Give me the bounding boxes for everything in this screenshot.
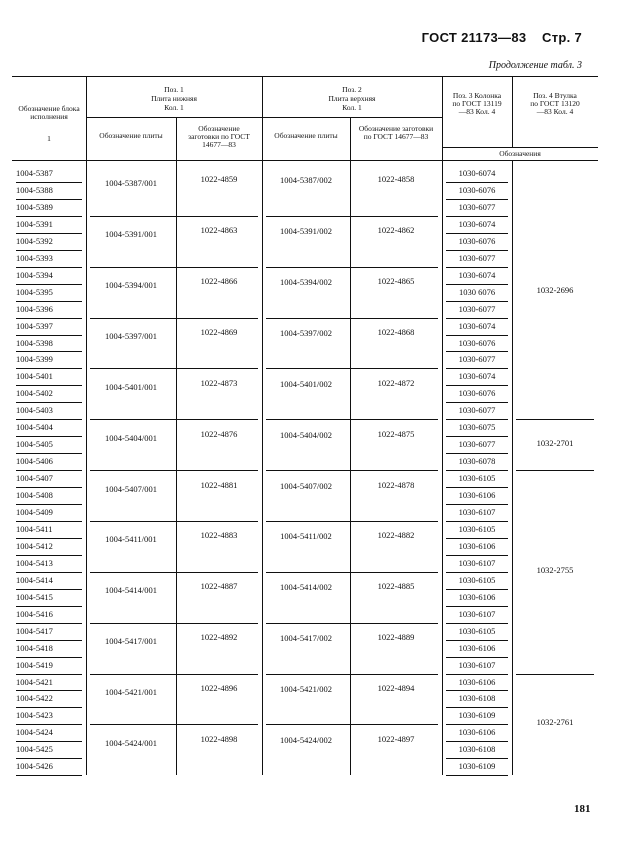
page-label: Стр. 7	[542, 30, 582, 45]
pos1-plate-value: 1004-5391/001	[105, 229, 157, 240]
pos2-group-rule	[266, 318, 438, 319]
block-designation: 1004-5405	[16, 439, 53, 450]
block-designation: 1004-5389	[16, 201, 53, 212]
pos2-blank-value: 1022-4865	[377, 276, 415, 287]
pos2-blank-value: 1022-4882	[377, 530, 415, 541]
row-underline	[16, 335, 82, 336]
row-underline	[16, 487, 82, 488]
pos3-value: 1030-6106	[458, 642, 496, 653]
block-designation: 1004-5418	[16, 642, 53, 653]
table-top-rule	[12, 76, 598, 77]
block-designation: 1004-5422	[16, 693, 53, 704]
block-designation: 1004-5397	[16, 320, 53, 331]
table-continuation: Продолжение табл. 3	[488, 60, 582, 71]
pos3-underline	[446, 741, 508, 742]
pos3-header: Поз. 3 Колонка по ГОСТ 13119—83 Кол. 4	[452, 91, 502, 116]
pos3-underline	[446, 267, 508, 268]
pos2-blank-value: 1022-4875	[377, 428, 415, 439]
block-designation: 1004-5406	[16, 456, 53, 467]
pos2-group-rule	[266, 267, 438, 268]
pos3-value: 1030-6106	[458, 676, 496, 687]
pos3-value: 1030-6076	[458, 184, 496, 195]
row-underline	[16, 572, 82, 573]
row-underline	[16, 758, 82, 759]
pos3-underline	[446, 335, 508, 336]
pos3-underline	[446, 301, 508, 302]
pos2-blank-value: 1022-4858	[377, 174, 415, 185]
row-underline	[16, 674, 82, 675]
pos3-underline	[446, 351, 508, 352]
pos2-blank-value: 1022-4894	[377, 682, 415, 693]
pos4-group-rule	[516, 674, 594, 675]
col-divider-5	[442, 76, 443, 775]
pos3-value: 1030-6107	[458, 507, 496, 517]
pos2-plate-value: 1004-5414/002	[280, 582, 332, 593]
pos2-group-rule	[266, 623, 438, 624]
pos1-group-rule	[90, 419, 258, 420]
pos2-blank-value: 1022-4872	[377, 377, 415, 388]
pos3-underline	[446, 368, 508, 369]
pos1-blank-value: 1022-4869	[200, 326, 238, 337]
row-underline	[16, 623, 82, 624]
pos4-group-rule	[516, 419, 594, 420]
pos3-value: 1030-6077	[458, 405, 496, 416]
block-designation: 1004-5408	[16, 490, 53, 501]
pos1-blank-value: 1022-4863	[200, 225, 238, 236]
pos1-blank-value: 1022-4887	[200, 581, 238, 592]
block-designation: 1004-5421	[16, 676, 53, 687]
standard-code: ГОСТ 21173—83	[421, 30, 527, 45]
pos1-plate-value: 1004-5387/001	[105, 178, 157, 189]
pos3-underline	[446, 182, 508, 183]
row-underline	[16, 351, 82, 352]
pos3-value: 1030-6107	[458, 659, 496, 670]
pos3-underline	[446, 724, 508, 725]
pos2-group-rule	[266, 368, 438, 369]
pos1-plate-value: 1004-5421/001	[105, 686, 157, 697]
pos3-value: 1030-6105	[458, 625, 496, 636]
row-underline	[16, 555, 82, 556]
row-underline	[16, 216, 82, 217]
pos1-blank-value: 1022-4881	[200, 479, 238, 490]
block-designation: 1004-5393	[16, 252, 53, 263]
pos3-value: 1030-6105	[458, 574, 496, 585]
pos2-group-rule	[266, 216, 438, 217]
row-underline	[16, 707, 82, 708]
pos3-value: 1030-6076	[458, 388, 496, 399]
pos3-underline	[446, 216, 508, 217]
block-designation: 1004-5419	[16, 659, 53, 670]
pos1-group-rule	[90, 674, 258, 675]
page-header	[422, 30, 582, 45]
block-designation: 1004-5391	[16, 218, 53, 229]
pos2-blank-value: 1022-4868	[377, 326, 415, 337]
pos3-underline	[446, 487, 508, 488]
pos2-subtitle: Плита верхняя	[328, 94, 376, 103]
block-designation: 1004-5395	[16, 286, 53, 297]
block-designation: 1004-5415	[16, 591, 53, 602]
pos3-value: 1030-6074	[458, 320, 496, 331]
pos3-value: 1030-6106	[458, 490, 496, 501]
pos3-underline	[446, 555, 508, 556]
pos2-group-rule	[266, 419, 438, 420]
row-underline	[16, 284, 82, 285]
block-designation: 1004-5404	[16, 422, 53, 433]
row-underline	[16, 233, 82, 234]
pos3-underline	[446, 436, 508, 437]
block-designation: 1004-5412	[16, 540, 53, 551]
block-designation: 1004-5403	[16, 405, 53, 416]
block-designation: 1004-5416	[16, 608, 53, 619]
row-underline	[16, 419, 82, 420]
row-underline	[16, 504, 82, 505]
pos1-group-rule	[90, 267, 258, 268]
block-designation: 1004-5414	[16, 574, 53, 585]
pos1-group-rule	[90, 724, 258, 725]
pos2-plate-value: 1004-5411/002	[280, 531, 332, 542]
col-divider-6-header	[512, 76, 513, 147]
pos1-plate-value: 1004-5401/001	[105, 381, 157, 392]
pos3-underline	[446, 318, 508, 319]
row-underline	[16, 301, 82, 302]
block-header-sub: 1	[47, 134, 51, 143]
pos2-group-rule	[266, 724, 438, 725]
pos2-plate-value: 1004-5421/002	[280, 683, 332, 694]
pos3-underline	[446, 453, 508, 454]
pos2-group-rule	[266, 470, 438, 471]
pos3-underline	[446, 470, 508, 471]
header-bottom-rule	[12, 160, 598, 161]
block-header: Обозначение блока исполнения	[18, 104, 80, 121]
pos2-plate-value: 1004-5401/002	[280, 378, 332, 389]
pos1-group-rule	[90, 368, 258, 369]
pos1-group-rule	[90, 572, 258, 573]
pos3-underline	[446, 589, 508, 590]
pos3-value: 1030-6108	[458, 744, 496, 755]
pos3-value: 1030-6078	[458, 456, 496, 467]
pos3-underline	[446, 402, 508, 403]
row-underline	[16, 775, 82, 776]
pos2-plate-value: 1004-5424/002	[280, 734, 332, 745]
row-underline	[16, 250, 82, 251]
pos1-blank-value: 1022-4883	[200, 530, 238, 541]
pos3-underline	[446, 572, 508, 573]
pos3-underline	[446, 419, 508, 420]
pos4-value: 1032-2755	[536, 564, 574, 575]
pos2-qty: Кол. 1	[342, 103, 362, 112]
pos3-underline	[446, 758, 508, 759]
pos2-plate-value: 1004-5397/002	[280, 327, 332, 338]
pos2-blank-header: Обозначение заготовки по ГОСТ 14677—83	[358, 124, 434, 141]
row-underline	[16, 470, 82, 471]
pos3-underline	[446, 623, 508, 624]
row-underline	[16, 368, 82, 369]
pos3-value: 1030-6077	[458, 252, 496, 263]
row-underline	[16, 741, 82, 742]
pos3-underline	[446, 606, 508, 607]
row-underline	[16, 182, 82, 183]
pos2-plate-value: 1004-5404/002	[280, 429, 332, 440]
pos3-value: 1030-6109	[458, 710, 496, 721]
pos2-group-rule	[266, 572, 438, 573]
pos2-blank-value: 1022-4889	[377, 632, 415, 643]
pos1-group-rule	[90, 216, 258, 217]
row-underline	[16, 318, 82, 319]
pos1-plate-value: 1004-5397/001	[105, 330, 157, 341]
pos3-value: 1030-6074	[458, 269, 496, 280]
pos1-plate-value: 1004-5417/001	[105, 636, 157, 647]
pos2-plate-value: 1004-5394/002	[280, 277, 332, 288]
pos2-blank-value: 1022-4885	[377, 581, 415, 592]
pos4-value: 1032-2761	[536, 717, 574, 728]
block-designation: 1004-5413	[16, 557, 53, 568]
block-designation: 1004-5396	[16, 303, 53, 314]
pos3-value: 1030-6105	[458, 473, 496, 484]
pos2-plate-value: 1004-5407/002	[280, 480, 332, 491]
pos1-group-rule	[90, 623, 258, 624]
pos3-underline	[446, 640, 508, 641]
row-underline	[16, 657, 82, 658]
row-underline	[16, 589, 82, 590]
pos1-blank-value: 1022-4866	[200, 276, 238, 287]
row-underline	[16, 267, 82, 268]
pos3-underline	[446, 657, 508, 658]
pos3-value: 1030-6077	[458, 439, 496, 450]
pos1-blank-value: 1022-4896	[200, 682, 238, 693]
pos3-underline	[446, 538, 508, 539]
block-designation: 1004-5409	[16, 507, 53, 517]
pos2-group-rule	[266, 674, 438, 675]
pos3-value: 1030-6107	[458, 557, 496, 568]
pos1-plate-value: 1004-5404/001	[105, 432, 157, 443]
col-divider-6	[512, 160, 513, 775]
pos3-underline	[446, 521, 508, 522]
block-designation: 1004-5398	[16, 337, 53, 348]
pos1-plate-value: 1004-5407/001	[105, 483, 157, 494]
row-underline	[16, 199, 82, 200]
pos4-group-rule	[516, 470, 594, 471]
block-designation: 1004-5402	[16, 388, 53, 399]
pos3-value: 1030-6076	[458, 235, 496, 246]
block-designation: 1004-5399	[16, 354, 53, 365]
pos1-group-rule	[90, 318, 258, 319]
pos3-underline	[446, 250, 508, 251]
pos3-underline	[446, 674, 508, 675]
pos1-blank-value: 1022-4859	[200, 174, 238, 185]
pos3-underline	[446, 775, 508, 776]
pos1-group-rule	[90, 521, 258, 522]
pos3-value: 1030-6075	[458, 422, 496, 433]
pos3-value: 1030-6074	[458, 371, 496, 382]
pos1-blank-value: 1022-4898	[200, 733, 238, 744]
pos1-blank-value: 1022-4873	[200, 377, 238, 388]
row-underline	[16, 385, 82, 386]
pos1-title: Поз. 1	[164, 85, 184, 94]
pos1-blank-value: 1022-4892	[200, 632, 238, 643]
block-designation: 1004-5401	[16, 371, 53, 382]
row-underline	[16, 724, 82, 725]
block-designation: 1004-5411	[16, 523, 53, 534]
pos2-plate-value: 1004-5417/002	[280, 633, 332, 644]
pos2-blank-value: 1022-4897	[377, 733, 415, 744]
pos3-value: 1030-6074	[458, 218, 496, 229]
designations-header: Обозначения	[499, 149, 541, 158]
pos3-underline	[446, 707, 508, 708]
block-designation: 1004-5387	[16, 168, 53, 178]
pos1-plate-value: 1004-5414/001	[105, 585, 157, 596]
row-underline	[16, 606, 82, 607]
pos1-plate-value: 1004-5424/001	[105, 737, 157, 748]
pos2-blank-value: 1022-4878	[377, 479, 415, 490]
row-underline	[16, 521, 82, 522]
pos2-plate-value: 1004-5391/002	[280, 226, 332, 237]
pos3-underline	[446, 385, 508, 386]
pos1-plate-value: 1004-5394/001	[105, 280, 157, 291]
pos2-title: Поз. 2	[342, 85, 362, 94]
pos3-value: 1030-6106	[458, 727, 496, 738]
pos3-value: 1030-6105	[458, 523, 496, 534]
block-designation: 1004-5394	[16, 269, 53, 280]
pos3-value: 1030 6076	[458, 286, 496, 297]
pos2-plate-header: Обозначение плиты	[274, 131, 338, 140]
pos4-value: 1032-2701	[536, 437, 574, 448]
pos3-value: 1030-6108	[458, 693, 496, 704]
pos4-value: 1032-2696	[536, 285, 574, 296]
pos1-plate-value: 1004-5411/001	[105, 534, 157, 545]
row-underline	[16, 690, 82, 691]
row-underline	[16, 640, 82, 641]
block-designation: 1004-5424	[16, 727, 53, 738]
pos4-header: Поз. 4 Втулка по ГОСТ 13120—83 Кол. 4	[530, 91, 580, 116]
pos3-underline	[446, 690, 508, 691]
row-underline	[16, 538, 82, 539]
header-designations-rule	[442, 147, 598, 148]
block-designation: 1004-5423	[16, 710, 53, 721]
pos3-underline	[446, 233, 508, 234]
pos3-underline	[446, 504, 508, 505]
pos2-blank-value: 1022-4862	[377, 225, 415, 236]
page-number: 181	[574, 803, 591, 815]
pos3-value: 1030-6077	[458, 354, 496, 365]
pos1-qty: Кол. 1	[164, 103, 184, 112]
block-designation: 1004-5388	[16, 184, 53, 195]
pos1-plate-header: Обозначение плиты	[99, 131, 163, 140]
pos3-value: 1030-6109	[458, 761, 496, 772]
pos3-value: 1030-6107	[458, 608, 496, 619]
row-underline	[16, 453, 82, 454]
pos3-value: 1030-6077	[458, 303, 496, 314]
block-designation: 1004-5417	[16, 625, 53, 636]
header-sub-rule	[86, 117, 442, 118]
block-designation: 1004-5425	[16, 744, 53, 755]
pos3-value: 1030-6106	[458, 591, 496, 602]
row-underline	[16, 436, 82, 437]
pos1-group-rule	[90, 470, 258, 471]
pos3-value: 1030-6106	[458, 540, 496, 551]
pos1-blank-value: 1022-4876	[200, 428, 238, 439]
pos1-blank-header: Обозначение заготовки по ГОСТ 14677—83	[188, 124, 250, 149]
pos3-underline	[446, 199, 508, 200]
row-underline	[16, 402, 82, 403]
block-designation: 1004-5426	[16, 761, 53, 772]
pos3-value: 1030-6077	[458, 201, 496, 212]
pos3-underline	[446, 284, 508, 285]
pos2-group-rule	[266, 521, 438, 522]
pos3-value: 1030-6076	[458, 337, 496, 348]
pos2-plate-value: 1004-5387/002	[280, 175, 332, 186]
block-designation: 1004-5392	[16, 235, 53, 246]
pos3-value: 1030-6074	[458, 168, 496, 178]
block-designation: 1004-5407	[16, 473, 53, 484]
pos1-subtitle: Плита нижняя	[151, 94, 197, 103]
